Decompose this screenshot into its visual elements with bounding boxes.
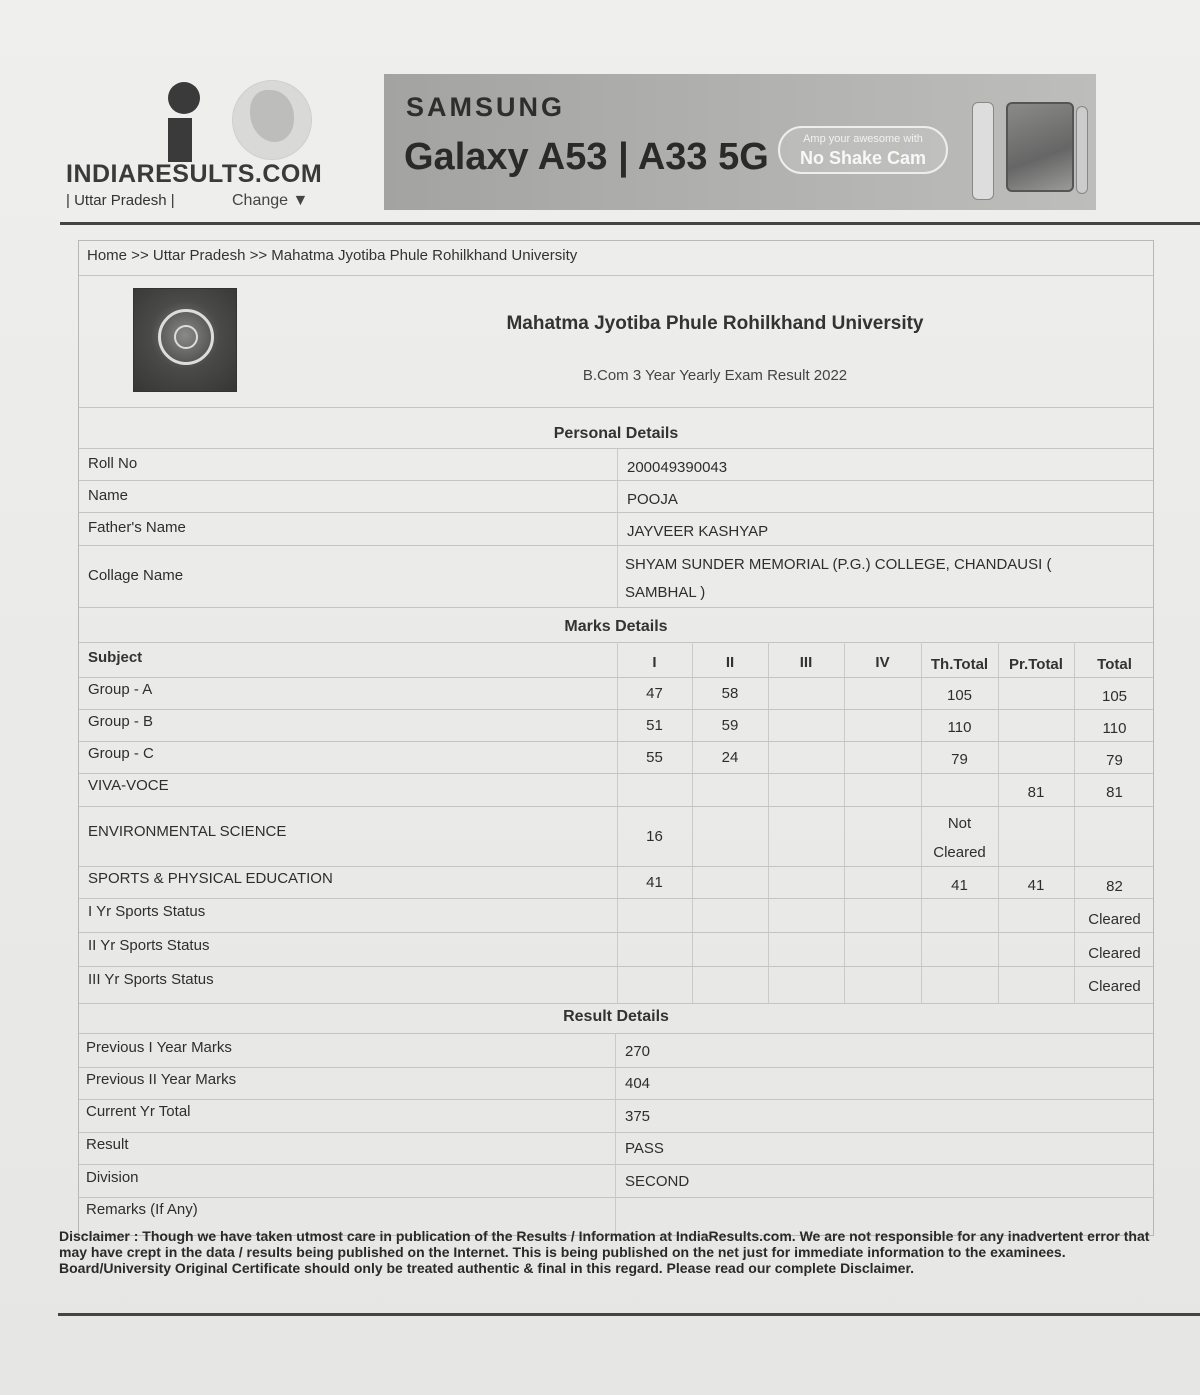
mark-i: 55 [646, 749, 663, 766]
result-details-heading: Result Details [563, 1008, 669, 1025]
disclaimer-text: Disclaimer : Though we have taken utmost care in publication of the Results / Information at IndiaResults.com. We are not responsible for any inadvertent error that may have crept in the data / results being published on the Internet. This is being published on the net just for immediate information to the examinees. Board/University Original Certificate should only be treated authentic & final in this regard. Please read our complete Disclaimer. [59, 1228, 1150, 1276]
mark-th-status-line1: Not [947, 815, 972, 832]
mark-th-status-line2: Cleared [933, 844, 986, 861]
result-value: PASS [625, 1140, 664, 1157]
divider [79, 607, 1153, 608]
divider [79, 480, 1153, 481]
mark-total: 81 [1106, 784, 1123, 801]
divider [79, 866, 1153, 867]
mark-total: 82 [1106, 878, 1123, 895]
col-iv: IV [875, 654, 890, 671]
current-total-label: Current Yr Total [86, 1103, 191, 1120]
divider [79, 642, 1153, 643]
sports-status-value: Cleared [1088, 911, 1141, 928]
mark-total: 110 [1102, 720, 1127, 737]
logo-bar-icon [168, 118, 192, 162]
phone-back-icon [972, 102, 994, 200]
father-name-value: JAYVEER KASHYAP [627, 523, 769, 540]
divider [79, 677, 1153, 678]
column-divider [998, 642, 999, 1004]
sports-status-label: III Yr Sports Status [88, 971, 214, 988]
prev-year2-label: Previous II Year Marks [86, 1071, 237, 1088]
prev-year1-value: 270 [625, 1043, 651, 1060]
divider [79, 1033, 1153, 1034]
mark-th-total: 41 [951, 877, 968, 894]
divider [79, 1164, 1153, 1165]
remarks-label: Remarks (If Any) [86, 1201, 198, 1218]
divider [79, 932, 1153, 933]
subject-name: Group - A [88, 681, 153, 698]
mark-i: 51 [646, 717, 663, 734]
col-th-total: Th.Total [930, 656, 989, 673]
divider [79, 966, 1153, 967]
subject-name: VIVA-VOCE [88, 777, 169, 794]
sports-status-label: II Yr Sports Status [88, 937, 210, 954]
prev-year2-value: 404 [625, 1075, 651, 1092]
mark-total: 79 [1106, 752, 1123, 769]
mark-ii: 58 [721, 685, 739, 702]
ad-brand: SAMSUNG [406, 92, 566, 122]
divider [79, 741, 1153, 742]
college-name-label: Collage Name [88, 567, 184, 584]
mark-th-total: 105 [946, 687, 973, 704]
mark-pr-total: 41 [1027, 877, 1045, 894]
ad-banner[interactable] [384, 74, 1096, 210]
divider [79, 773, 1153, 774]
sports-status-label: I Yr Sports Status [88, 903, 206, 920]
phone-front-icon [1006, 102, 1074, 192]
logo-dot-icon [168, 82, 200, 114]
mark-th-total: 110 [947, 719, 972, 736]
divider [79, 407, 1153, 408]
divider [79, 1197, 1153, 1198]
divider [79, 512, 1153, 513]
header-divider [60, 222, 1200, 225]
division-value: SECOND [625, 1173, 690, 1190]
col-total: Total [1097, 656, 1132, 673]
selected-state: | Uttar Pradesh | [66, 192, 175, 209]
mark-ii: 24 [721, 749, 739, 766]
exam-title: B.Com 3 Year Yearly Exam Result 2022 [582, 367, 848, 384]
division-label: Division [86, 1169, 139, 1186]
mark-ii: 59 [721, 717, 739, 734]
col-ii: II [725, 654, 735, 671]
ad-tagline-small: Amp your awesome with [803, 133, 923, 145]
sports-status-value: Cleared [1088, 945, 1141, 962]
prev-year1-label: Previous I Year Marks [86, 1039, 232, 1056]
site-logo[interactable] [60, 76, 323, 216]
column-divider [844, 642, 845, 1004]
father-name-label: Father's Name [88, 519, 186, 536]
subject-name: Group - B [88, 713, 154, 730]
roll-no-value: 200049390043 [627, 459, 728, 476]
personal-details-heading: Personal Details [553, 425, 679, 442]
divider [79, 1003, 1153, 1004]
divider [79, 275, 1153, 276]
divider [79, 709, 1153, 710]
subject-name: ENVIRONMENTAL SCIENCE [88, 823, 287, 840]
column-divider [617, 448, 618, 607]
breadcrumb[interactable]: Home >> Uttar Pradesh >> Mahatma Jyotiba Phule Rohilkhand University [87, 247, 578, 264]
col-iii: III [799, 654, 813, 671]
result-container [78, 240, 1154, 1236]
divider [79, 1099, 1153, 1100]
change-state-link[interactable]: Change ▼ [232, 192, 309, 209]
divider [79, 806, 1153, 807]
mark-total: 105 [1101, 688, 1128, 705]
ad-tagline-big: No Shake Cam [799, 148, 927, 168]
ad-model: Galaxy A53 | A33 5G [404, 136, 769, 178]
site-name: INDIARESULTS.COM [66, 160, 323, 188]
current-total-value: 375 [625, 1108, 651, 1125]
divider [79, 448, 1153, 449]
mark-th-total: 79 [951, 751, 968, 768]
mark-pr-total: 81 [1027, 784, 1045, 801]
col-i: I [652, 654, 657, 671]
divider [79, 1067, 1153, 1068]
col-subject: Subject [88, 649, 143, 666]
mark-i: 41 [646, 874, 663, 891]
subject-name: SPORTS & PHYSICAL EDUCATION [88, 870, 333, 887]
divider [79, 545, 1153, 546]
name-value: POOJA [627, 491, 678, 508]
college-name-value: SHYAM SUNDER MEMORIAL (P.G.) COLLEGE, CHANDAUSI ( SAMBHAL ) [625, 556, 1052, 601]
footer-divider [58, 1313, 1200, 1316]
divider [79, 1132, 1153, 1133]
divider [79, 898, 1153, 899]
subject-name: Group - C [88, 745, 154, 762]
result-label: Result [86, 1136, 129, 1153]
university-name: Mahatma Jyotiba Phule Rohilkhand University [506, 313, 924, 334]
name-label: Name [88, 487, 129, 504]
column-divider [615, 1033, 616, 1237]
mark-i: 16 [646, 828, 663, 845]
phone-side-icon [1076, 106, 1088, 194]
sports-status-value: Cleared [1088, 978, 1141, 995]
roll-no-label: Roll No [88, 455, 138, 472]
ad-tagline-pill [778, 126, 948, 174]
marks-details-heading: Marks Details [564, 618, 668, 635]
col-pr-total: Pr.Total [1009, 656, 1063, 673]
column-divider [768, 642, 769, 1004]
mark-i: 47 [646, 685, 663, 702]
